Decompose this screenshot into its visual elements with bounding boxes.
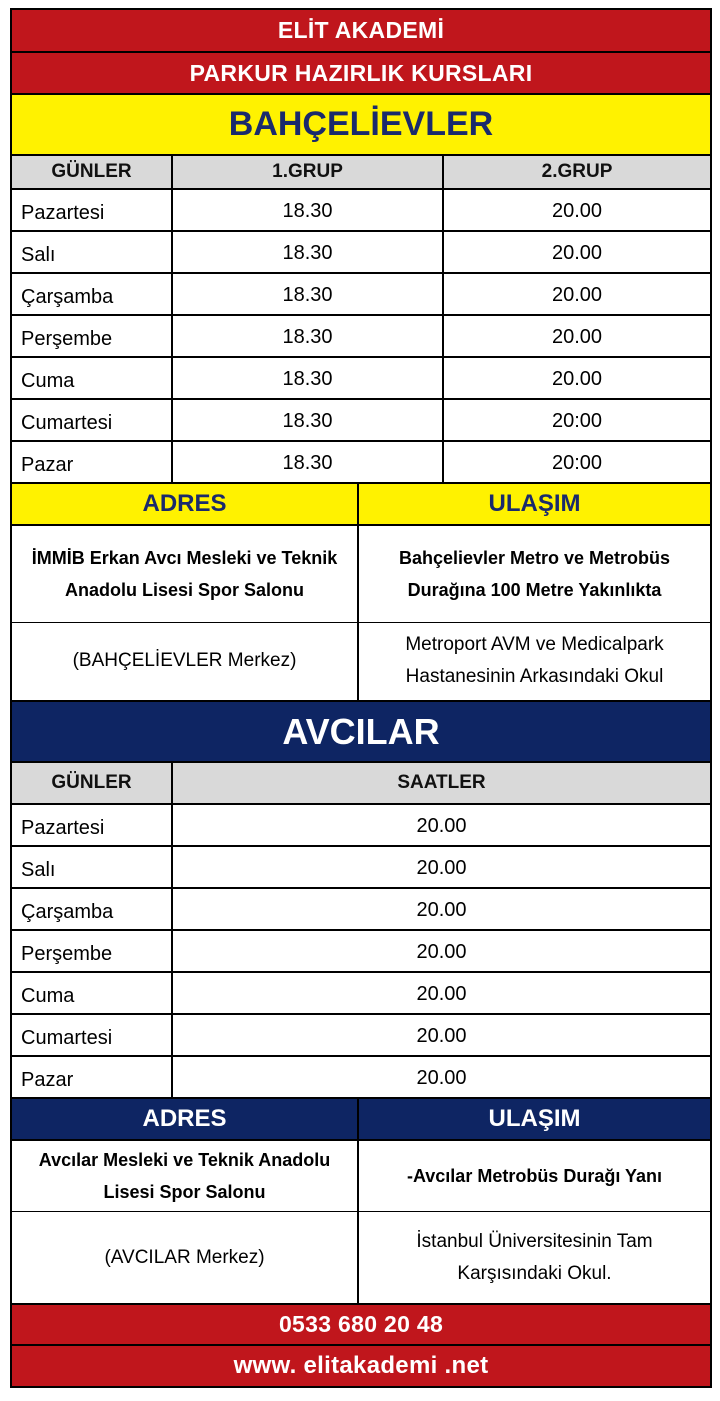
transport-note: Metroport AVM ve Medicalpark Hastanesinin Arkasındaki Okul [405,634,664,688]
transport-label: ULAŞIM [359,1099,710,1139]
col-header-days: GÜNLER [12,763,173,803]
address-main: İMMİB Erkan Avcı Mesleki ve Teknik Anadolu Lisesi Spor Salonu [12,526,357,623]
transport-column [359,526,710,700]
bahcelievler-title: BAHÇELİEVLER [12,95,710,154]
transport-main: Bahçelievler Metro ve Metrobüs Durağına 100 Metre Yakınlıkta [359,526,710,623]
group2-time: 20.00 [551,367,603,390]
phone-number: 0533 680 20 48 [12,1305,710,1344]
hour-cell: 20.00 [416,1066,467,1089]
avcilar-title: AVCILAR [12,702,710,761]
subtitle-banner [12,53,710,95]
day-cell: Cumartesi [12,400,173,440]
hour-cell: 20.00 [416,982,467,1005]
transport-column [359,1141,710,1303]
hour-cell: 20.00 [416,898,467,921]
table-row [12,973,710,1015]
table-row [12,190,710,232]
day-cell: Perşembe [12,316,173,356]
group1-time: 18.30 [173,232,444,272]
address-column [12,1141,359,1303]
day-cell: Pazar [12,442,173,482]
transport-main: -Avcılar Metrobüs Durağı Yanı [359,1141,710,1212]
group1-time: 18.30 [173,400,444,440]
bahcelievler-banner [12,95,710,156]
course-title: PARKUR HAZIRLIK KURSLARI [12,53,710,93]
day-cell: Pazartesi [12,190,173,230]
group2-time: 20.00 [551,241,603,264]
table-row [12,805,710,847]
col-header-hours: SAATLER [173,763,710,803]
day-cell: Cuma [12,358,173,398]
day-cell: Pazar [12,1057,173,1097]
address-note: (AVCILAR Merkez) [104,1246,265,1268]
hour-cell: 20.00 [416,856,467,879]
table-row [12,889,710,931]
avcilar-info-body [12,1141,710,1305]
brand-title: ELİT AKADEMİ [12,10,710,51]
table-row [12,400,710,442]
phone-banner [12,1305,710,1346]
day-cell: Çarşamba [12,274,173,314]
transport-label: ULAŞIM [359,484,710,524]
address-main: Avcılar Mesleki ve Teknik Anadolu Lisesi Spor Salonu [12,1141,357,1212]
group2-time: 20.00 [551,325,603,348]
day-cell: Cumartesi [12,1015,173,1055]
day-cell: Cuma [12,973,173,1013]
address-column [12,526,359,700]
group1-time: 18.30 [173,442,444,482]
day-cell: Çarşamba [12,889,173,929]
website-banner [12,1346,710,1386]
group1-time: 18.30 [173,190,444,230]
group1-time: 18.30 [173,316,444,356]
day-cell: Salı [12,847,173,887]
group2-time: 20.00 [551,283,603,306]
address-label: ADRES [12,484,359,524]
hour-cell: 20.00 [416,1024,467,1047]
avcilar-banner [12,702,710,763]
avcilar-info-header [12,1099,710,1141]
day-cell: Salı [12,232,173,272]
bahcelievler-info-body [12,526,710,702]
address-label: ADRES [12,1099,359,1139]
bahcelievler-info-header [12,484,710,526]
website-url: www. elitakademi .net [12,1346,710,1386]
table-row [12,1057,710,1099]
group2-time: 20.00 [551,199,603,222]
group1-time: 18.30 [173,358,444,398]
group2-time: 20:00 [551,409,603,432]
avcilar-table-header [12,763,710,805]
table-row [12,316,710,358]
transport-note: İstanbul Üniversitesinin Tam Karşısındaki Okul. [416,1230,653,1284]
table-row [12,1015,710,1057]
hour-cell: 20.00 [416,814,467,837]
day-cell: Pazartesi [12,805,173,845]
table-row [12,442,710,484]
table-row [12,931,710,973]
col-header-group2: 2.GRUP [444,156,710,188]
bahcelievler-table-header [12,156,710,190]
table-row [12,274,710,316]
table-row [12,847,710,889]
hour-cell: 20.00 [416,940,467,963]
address-note: (BAHÇELİEVLER Merkez) [72,650,297,672]
brand-banner [12,10,710,53]
schedule-sheet [10,8,712,1388]
group2-time: 20:00 [551,451,603,474]
table-row [12,358,710,400]
day-cell: Perşembe [12,931,173,971]
table-row [12,232,710,274]
col-header-group1: 1.GRUP [173,156,444,188]
col-header-days: GÜNLER [12,156,173,188]
group1-time: 18.30 [173,274,444,314]
